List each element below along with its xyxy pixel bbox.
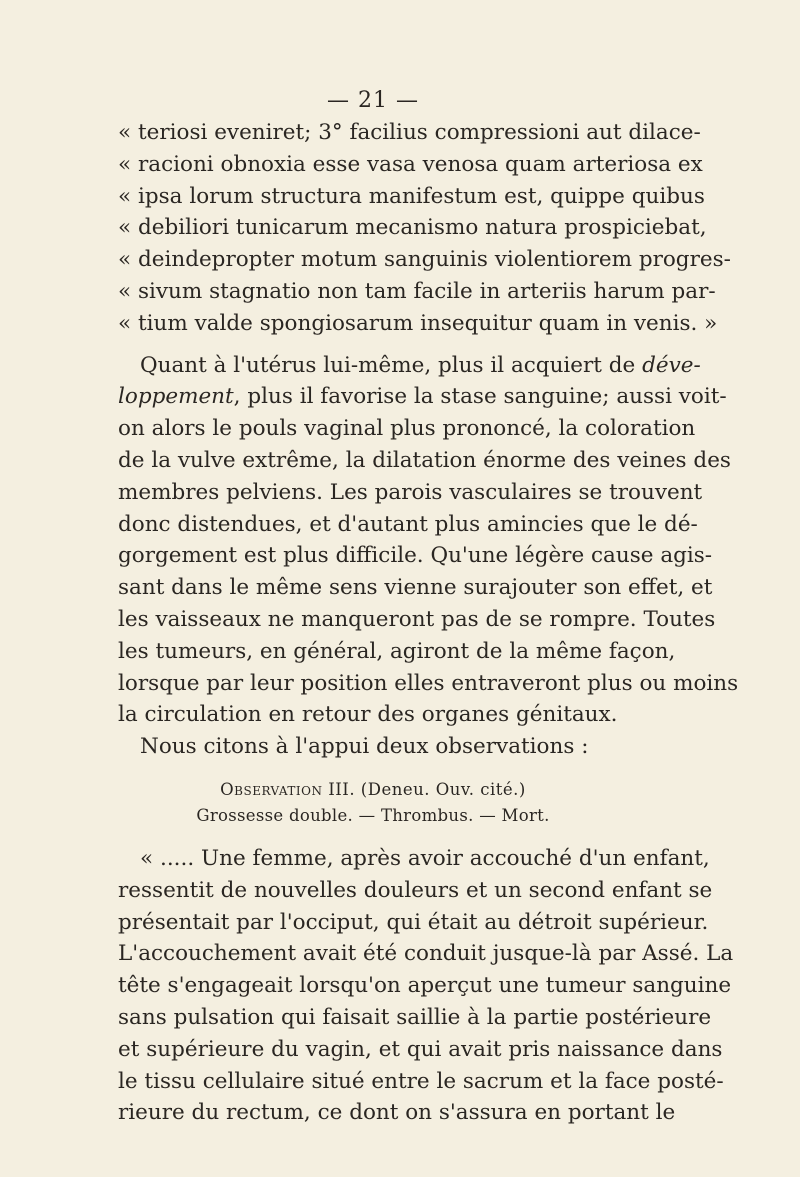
- paragraph-line: L'accouchement avait été conduit jusque-là par Assé. La: [118, 941, 734, 967]
- paragraph-line: les vaisseaux ne manqueront pas de se rompre. Toutes: [118, 606, 716, 632]
- paragraph-line: Quant à l'utérus lui-même, plus il acquiert de déve-: [140, 352, 701, 378]
- paragraph-observations-intro: [118, 731, 628, 763]
- observation-subtitle: Grossesse double. — Thrombus. — Mort.: [196, 805, 550, 825]
- paragraph-line: donc distendues, et d'autant plus amincies que le dé-: [118, 511, 698, 537]
- paragraph-line: les tumeurs, en général, agiront de la même façon,: [118, 638, 676, 664]
- paragraph-line: « ..... Une femme, après avoir accouché d'un enfant,: [140, 845, 710, 871]
- paragraph-line: et supérieure du vagin, et qui avait pris naissance dans: [118, 1036, 723, 1062]
- paragraph-line: Nous citons à l'appui deux observations :: [140, 734, 589, 760]
- latin-line: « sivum stagnatio non tam facile in arteriis harum par-: [118, 278, 716, 304]
- paragraph-line: gorgement est plus difficile. Qu'une légère cause agis-: [118, 543, 713, 569]
- observation-heading: Observation III. (Deneu. Ouv. cité.): [220, 779, 526, 799]
- paragraph-line: sant dans le même sens vienne surajouter son effet, et: [118, 575, 713, 601]
- paragraph-line: de la vulve extrême, la dilatation énorme des veines des: [118, 447, 731, 473]
- paragraph-line: lorsque par leur position elles entraveront plus ou moins: [118, 670, 739, 696]
- paragraph-line: présentait par l'occiput, qui était au détroit supérieur.: [118, 909, 709, 935]
- page-number: — 21 —: [327, 88, 419, 113]
- paragraph-line: sans pulsation qui faisait saillie à la partie postérieure: [118, 1004, 712, 1030]
- latin-line: « racioni obnoxia esse vasa venosa quam arteriosa ex: [118, 151, 703, 177]
- paragraph-case: [118, 843, 734, 1129]
- latin-line: « deindepropter motum sanguinis violentiorem progres-: [118, 247, 731, 273]
- paragraph-line: membres pelviens. Les parois vasculaires se trouvent: [118, 479, 703, 505]
- latin-line: « ipsa lorum structura manifestum est, quippe quibus: [118, 183, 705, 209]
- page: [118, 88, 739, 1129]
- paragraph-line: la circulation en retour des organes génitaux.: [118, 702, 618, 728]
- paragraph-line: le tissu cellulaire situé entre le sacrum et la face posté-: [118, 1068, 724, 1094]
- latin-line: « debiliori tunicarum mecanismo natura prospiciebat,: [118, 215, 707, 241]
- paragraph-uterus: [118, 350, 739, 732]
- paragraph-line: loppement, plus il favorise la stase sanguine; aussi voit-: [118, 384, 727, 410]
- latin-quote: [118, 117, 731, 340]
- paragraph-line: on alors le pouls vaginal plus prononcé, la coloration: [118, 416, 696, 442]
- paragraph-line: ressentit de nouvelles douleurs et un second enfant se: [118, 877, 713, 903]
- paragraph-line: tête s'engageait lorsqu'on aperçut une tumeur sanguine: [118, 973, 732, 999]
- latin-line: « tium valde spongiosarum insequitur quam in venis. »: [118, 310, 718, 336]
- latin-line: « teriosi eveniret; 3° facilius compressioni aut dilace-: [118, 120, 701, 145]
- paragraph-line: rieure du rectum, ce dont on s'assura en portant le: [118, 1100, 676, 1126]
